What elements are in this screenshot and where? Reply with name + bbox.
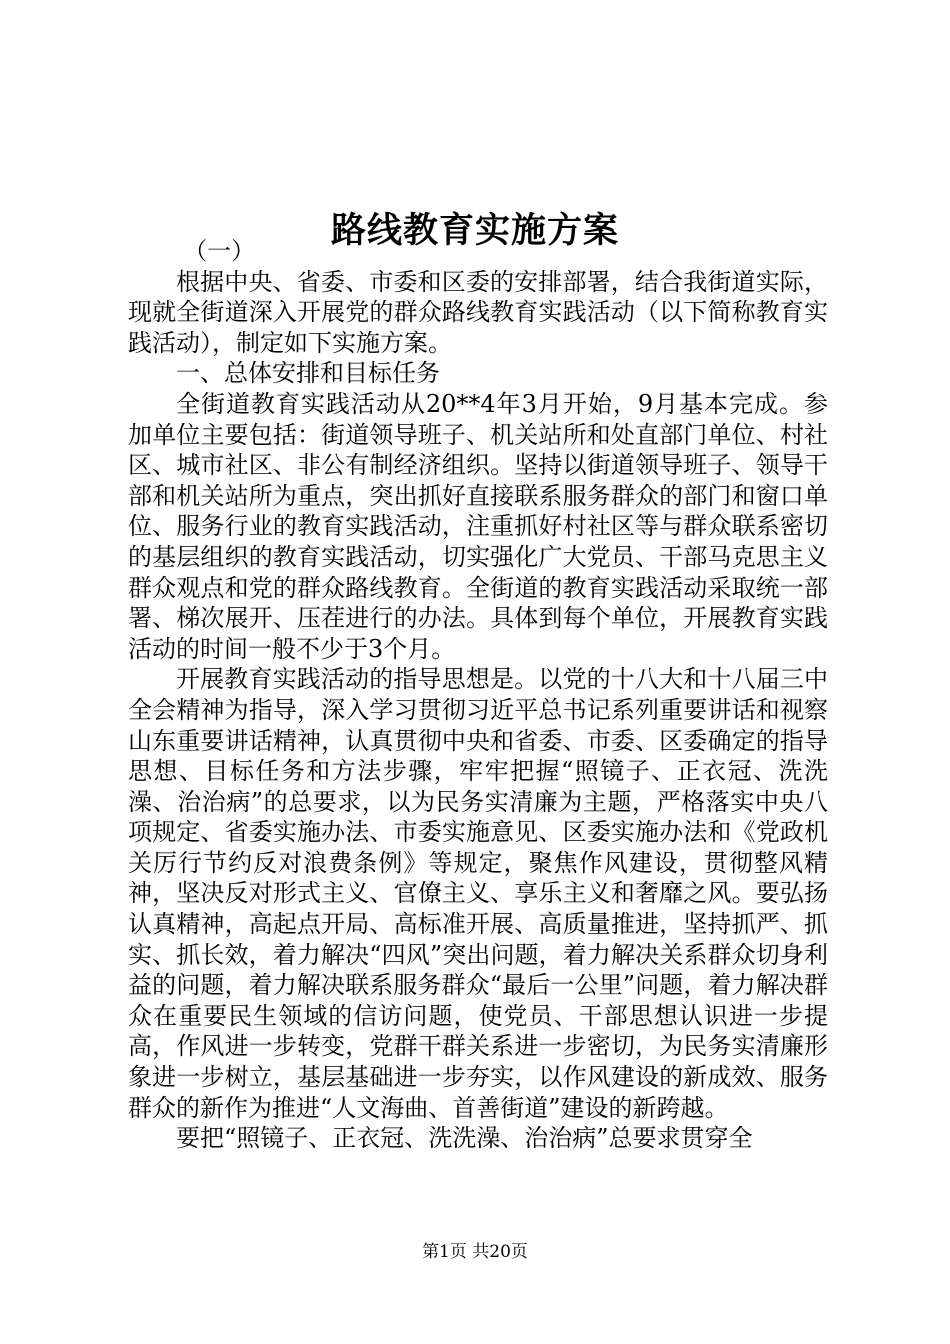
body-paragraph: 开展教育实践活动的指导思想是。以党的十八大和十八届三中全会精神为指导，深入学习贯彻习近平总书记系列重要讲话和视察山东重要讲话精神，认真贯彻中央和省委、市委、区委确定的指导思想、目标任务和方法步骤，牢牢把握“照镜子、正衣冠、洗洗澡、治治病”的总要求，以为民务实清廉为主题，严格落实中央八项规定、省委实施办法、市委实施意见、区委实施办法和《党政机关厉行节约反对浪费条例》等规定，聚焦作风建设，贯彻整风精神，坚决反对形式主义、官僚主义、享乐主义和奢靡之风。要弘扬认真精神，高起点开局、高标准开展、高质量推进，坚持抓严、抓实、抓长效，着力解决“四风”突出问题，着力解决关系群众切身利益的问题，着力解决联系服务群众“最后一公里”问题，着力解决群众在重要民生领域的信访问题，使党员、干部思想认识进一步提高，作风进一步转变，党群干群关系进一步密切，为民务实清廉形象进一步树立，基层基础进一步夯实，以作风建设的新成效、服务群众的新作为推进“人文海曲、首善街道”建设的新跨越。 (128, 665, 828, 1122)
body-paragraph: 要把“照镜子、正衣冠、洗洗澡、治治病”总要求贯穿全 (176, 1124, 753, 1153)
document-body (128, 236, 828, 1154)
section-number: （一） (183, 237, 256, 265)
page-footer: 第1页 共20页 (422, 1242, 528, 1262)
body-paragraph: 根据中央、省委、市委和区委的安排部署，结合我街道实际，现就全街道深入开展党的群众路线教育实践活动（以下简称教育实践活动），制定如下实施方案。 (128, 267, 828, 357)
document-title: 路线教育实施方案 (330, 210, 619, 252)
body-paragraph: 全街道教育实践活动从20**4年3月开始，9月基本完成。参加单位主要包括：街道领导班子、机关站所和处直部门单位、村社区、城市社区、非公有制经济组织。坚持以街道领导班子、领导干部和机关站所为重点，突出抓好直接联系服务群众的部门和窗口单位、服务行业的教育实践活动，注重抓好村社区等与群众联系密切的基层组织的教育实践活动，切实强化广大党员、干部马克思主义群众观点和党的群众路线教育。全街道的教育实践活动采取统一部署、梯次展开、压茬进行的办法。具体到每个单位，开展教育实践活动的时间一般不少于3个月。 (128, 389, 828, 663)
section-heading: 一、总体安排和目标任务 (176, 359, 440, 388)
